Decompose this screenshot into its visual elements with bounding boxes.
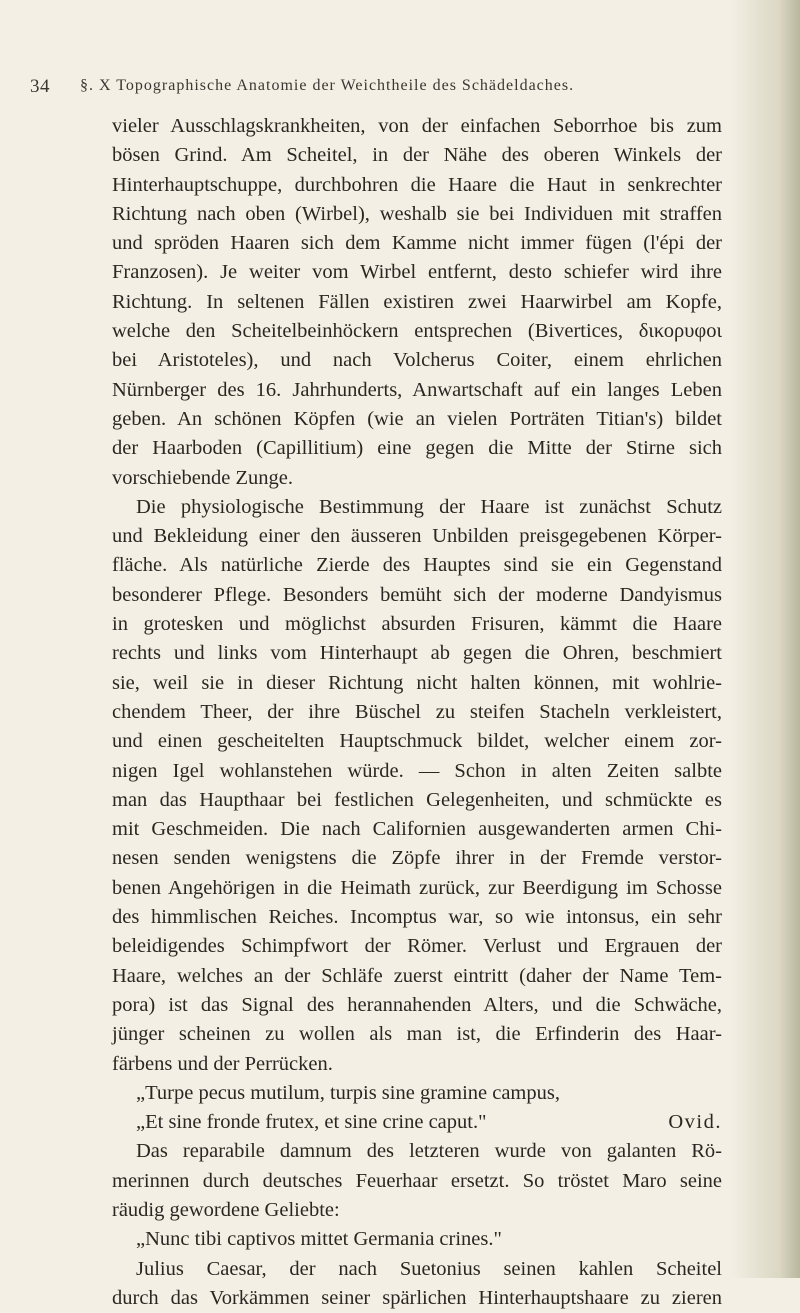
text-line: sie, weil sie in dieser Richtung nicht halten können, mit wohlrie- [112,671,722,694]
page-number: 34 [30,76,50,97]
text-line: bei Aristoteles), und nach Volcherus Coiter, einem ehrlichen [112,349,722,372]
text-line: benen Angehörigen in die Heimath zurück, zur Beerdigung im Schosse [112,876,722,899]
text-line: des himmlischen Reiches. Incomptus war, so wie intonsus, ein sehr [112,906,722,929]
text-line: Haare, welches an der Schläfe zuerst eintritt (daher der Name Tem- [112,964,722,987]
text-line: färbens und der Perrücken. [112,1052,333,1075]
verse-line-with-attribution [112,1108,722,1137]
text-line: besonderer Pflege. Besonders bemüht sich der moderne Dandyismus [112,583,722,606]
text-line: chendem Theer, der ihre Büschel zu steifen Stacheln verkleistert, [112,700,722,723]
text-line: bösen Grind. Am Scheitel, in der Nähe des oberen Winkels der [112,144,722,167]
text-line: Julius Caesar, der nach Suetonius seinen kahlen Scheitel [136,1257,722,1280]
page-edge-shadow [730,0,800,1278]
text-line: Die physiologische Bestimmung der Haare ist zunächst Schutz [136,495,722,518]
text-line: beleidigendes Schimpfwort der Römer. Verlust und Ergrauen der [112,935,722,958]
text-line: man das Haupthaar bei festlichen Gelegenheiten, und schmückte es [112,788,722,811]
text-line: rechts und links vom Hinterhaupt ab gegen die Ohren, beschmiert [112,642,722,665]
text-line: und Bekleidung einer den äusseren Unbilden preisgegebenen Körper- [112,525,722,548]
text-line: nigen Igel wohlanstehen würde. — Schon in alten Zeiten salbte [112,759,722,782]
text-line: Das reparabile damnum des letzteren wurde von galanten Rö- [136,1140,722,1163]
page-header [30,76,720,104]
text-line: mit Geschmeiden. Die nach Californien ausgewanderten armen Chi- [112,818,722,841]
verse-line: „Turpe pecus mutilum, turpis sine gramine campus, [136,1081,560,1104]
text-line: pora) ist das Signal des herannahenden Alters, und die Schwäche, [112,993,722,1016]
text-line: vieler Ausschlagskrankheiten, von der einfachen Seborrhoe bis zum [112,115,722,137]
text-line: Franzosen). Je weiter vom Wirbel entfernt, desto schiefer wird ihre [112,261,722,284]
text-line: Richtung. In seltenen Fällen existiren zwei Haarwirbel am Kopfe, [112,290,722,313]
text-line: Nürnberger des 16. Jahrhunderts, Anwartschaft auf ein langes Leben [112,378,722,401]
text-line: vorschiebende Zunge. [112,466,294,489]
body-text [112,112,722,1313]
text-line: welche den Scheitelbeinhöckern entsprechen (Bivertices, δικορυφοι [112,320,722,343]
text-line: Richtung nach oben (Wirbel), weshalb sie bei Individuen mit straffen [112,202,722,225]
text-line: Hinterhauptschuppe, durchbohren die Haare die Haut in senkrechter [112,173,722,196]
text-line: nesen senden wenigstens die Zöpfe ihrer in der Fremde verstor- [112,847,722,870]
text-line: räudig gewordene Geliebte: [112,1198,340,1221]
text-line: durch das Vorkämmen seiner spärlichen Hinterhauptshaare zu zieren [112,1286,722,1309]
running-title: §. X Topographische Anatomie der Weichtheile des Schädeldaches. [80,77,575,94]
text-line: fläche. Als natürliche Zierde des Hauptes sind sie ein Gegenstand [112,554,722,577]
text-line: und einen gescheitelten Hauptschmuck bildet, welcher einem zor- [112,730,722,753]
verse-text: „Et sine fronde frutex, et sine crine caput." [136,1111,487,1134]
text-line: merinnen durch deutsches Feuerhaar ersetzt. So tröstet Maro seine [112,1169,722,1192]
text-line: und spröden Haaren sich dem Kamme nicht immer fügen (l'épi der [112,232,722,255]
text-line: geben. An schönen Köpfen (wie an vielen Porträten Titian's) bildet [112,407,722,430]
text-line: der Haarboden (Capillitium) eine gegen die Mitte der Stirne sich [112,437,722,460]
text-line: in grotesken und möglichst absurden Frisuren, kämmt die Haare [112,613,722,636]
text-line: jünger scheinen zu wollen als man ist, die Erfinderin des Haar- [112,1023,722,1046]
verse-attribution: Ovid. [668,1111,722,1134]
verse-line: „Nunc tibi captivos mittet Germania crines." [136,1228,502,1251]
